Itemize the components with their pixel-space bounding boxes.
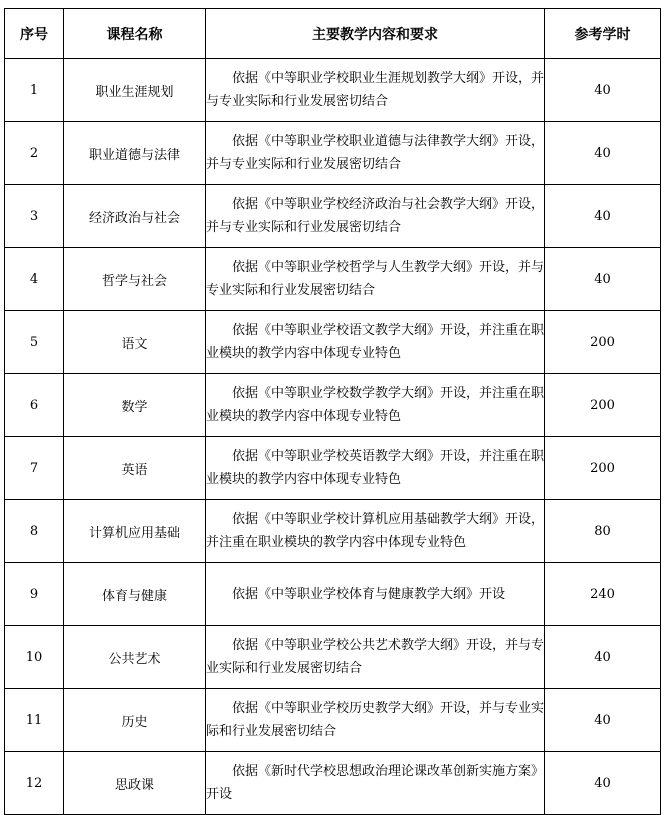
content-text: 依据《中等职业学校职业生涯规划教学大纲》开设，并与专业实际和行业发展密切结合 [206,71,545,109]
table-row [5,248,661,311]
table-row [5,374,661,437]
cell-no: 3 [5,185,64,248]
cell-hours: 40 [545,626,661,689]
cell-hours: 40 [545,122,661,185]
cell-name: 计算机应用基础 [64,500,206,563]
cell-no: 12 [5,752,64,815]
cell-hours: 200 [545,311,661,374]
cell-content [206,500,545,563]
cell-name: 数学 [64,374,206,437]
cell-no: 10 [5,626,64,689]
table-row [5,311,661,374]
header-no: 序号 [5,9,64,59]
cell-content [206,374,545,437]
content-text: 依据《中等职业学校经济政治与社会教学大纲》开设，并与专业实际和行业发展密切结合 [206,197,545,235]
header-hours: 参考学时 [545,9,661,59]
content-text: 依据《中等职业学校职业道德与法律教学大纲》开设，并与专业实际和行业发展密切结合 [206,134,545,172]
cell-name: 语文 [64,311,206,374]
cell-content [206,59,545,122]
content-text: 依据《中等职业学校数学教学大纲》开设，并注重在职业模块的教学内容中体现专业特色 [206,386,545,424]
table-row [5,59,661,122]
cell-no: 9 [5,563,64,626]
cell-content [206,185,545,248]
table-row [5,689,661,752]
content-text: 依据《中等职业学校计算机应用基础教学大纲》开设，并注重在职业模块的教学内容中体现专业特色 [206,512,545,550]
table-row [5,626,661,689]
cell-no: 7 [5,437,64,500]
table-row [5,437,661,500]
cell-content [206,437,545,500]
header-content: 主要教学内容和要求 [206,9,545,59]
cell-no: 4 [5,248,64,311]
header-row [5,9,661,59]
cell-content [206,563,545,626]
course-table [4,8,661,815]
cell-no: 8 [5,500,64,563]
content-text: 依据《新时代学校思想政治理论课改革创新实施方案》开设 [206,764,545,802]
cell-no: 6 [5,374,64,437]
cell-hours: 40 [545,185,661,248]
cell-content [206,689,545,752]
cell-hours: 40 [545,752,661,815]
cell-no: 1 [5,59,64,122]
cell-hours: 200 [545,374,661,437]
cell-name: 经济政治与社会 [64,185,206,248]
table-row [5,500,661,563]
table-row [5,122,661,185]
table-row [5,752,661,815]
cell-no: 11 [5,689,64,752]
cell-name: 职业道德与法律 [64,122,206,185]
header-name: 课程名称 [64,9,206,59]
cell-hours: 200 [545,437,661,500]
content-text: 依据《中等职业学校哲学与人生教学大纲》开设，并与专业实际和行业发展密切结合 [206,260,545,298]
content-text: 依据《中等职业学校体育与健康教学大纲》开设 [232,586,506,602]
cell-content [206,122,545,185]
cell-no: 2 [5,122,64,185]
table-row [5,185,661,248]
cell-name: 体育与健康 [64,563,206,626]
cell-content [206,626,545,689]
cell-name: 历史 [64,689,206,752]
content-text: 依据《中等职业学校英语教学大纲》开设，并注重在职业模块的教学内容中体现专业特色 [206,449,545,487]
cell-name: 职业生涯规划 [64,59,206,122]
cell-name: 英语 [64,437,206,500]
table-row [5,563,661,626]
content-text: 依据《中等职业学校历史教学大纲》开设，并与专业实际和行业发展密切结合 [206,701,545,739]
cell-hours: 40 [545,59,661,122]
cell-content [206,248,545,311]
cell-hours: 40 [545,248,661,311]
cell-hours: 80 [545,500,661,563]
cell-content [206,752,545,815]
content-text: 依据《中等职业学校公共艺术教学大纲》开设，并与专业实际和行业发展密切结合 [206,638,545,676]
cell-name: 哲学与社会 [64,248,206,311]
cell-no: 5 [5,311,64,374]
cell-name: 公共艺术 [64,626,206,689]
content-text: 依据《中等职业学校语文教学大纲》开设，并注重在职业模块的教学内容中体现专业特色 [206,323,545,361]
cell-name: 思政课 [64,752,206,815]
cell-hours: 40 [545,689,661,752]
cell-hours: 240 [545,563,661,626]
cell-content [206,311,545,374]
